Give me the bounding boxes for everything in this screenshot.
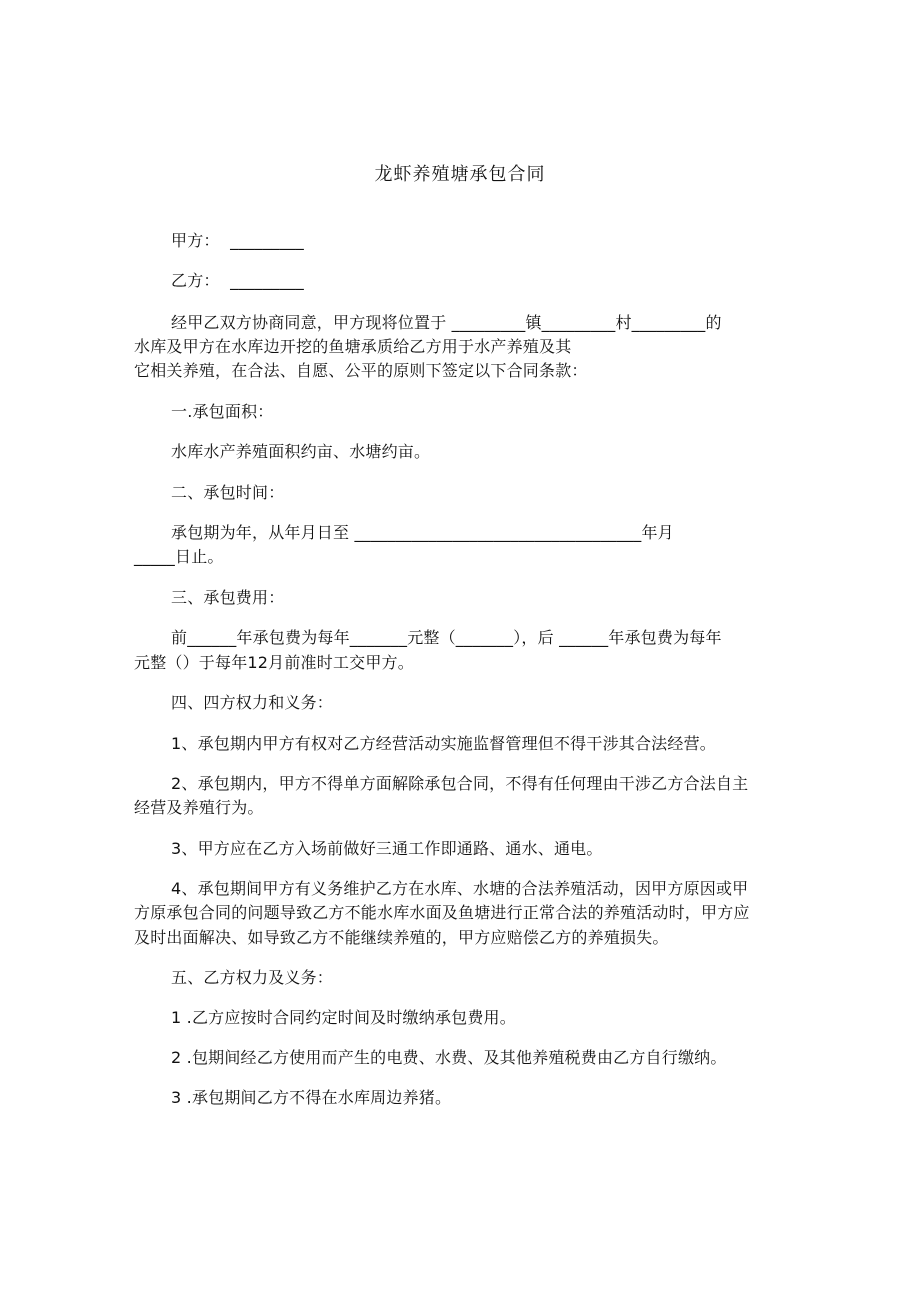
section-3-line-2: 元整（）于每年12月前准时工交甲方。	[134, 653, 414, 672]
section-3-line-1: 前______年承包费为每年_______元整（_______），后 ______年承包费为每年	[171, 628, 722, 647]
section-2-line-2: _____日止。	[134, 547, 224, 566]
section-4-item-1: 1、承包期内甲方有权对乙方经营活动实施监督管理但不得干涉其合法经营。	[171, 734, 716, 753]
section-5-item-3: 3 .承包期间乙方不得在水库周边养猪。	[171, 1088, 452, 1107]
section-2-line-1: 承包期为年，从年月日至 ___________________________________年月	[171, 523, 674, 542]
document-title: 龙虾养殖塘承包合同	[374, 164, 546, 185]
intro-line-3: 它相关养殖，在合法、自愿、公平的原则下签定以下合同条款：	[134, 361, 588, 380]
section-3-heading: 三、承包费用：	[171, 588, 285, 607]
section-4-item-4-line-1: 4、承包期间甲方有义务维护乙方在水库、水塘的合法养殖活动，因甲方原因或甲	[171, 879, 749, 898]
section-2-heading: 二、承包时间：	[171, 483, 285, 502]
intro-line-2: 水库及甲方在水库边开挖的鱼塘承质给乙方用于水产养殖及其	[134, 337, 572, 356]
section-1-heading: 一.承包面积：	[171, 402, 274, 421]
party-b-line: 乙方： _________	[171, 271, 304, 290]
section-1-body: 水库水产养殖面积约亩、水塘约亩。	[171, 442, 431, 461]
section-5-heading: 五、乙方权力及义务：	[171, 968, 334, 987]
section-5-item-1: 1 .乙方应按时合同约定时间及时缴纳承包费用。	[171, 1008, 516, 1027]
section-4-heading: 四、四方权力和义务：	[171, 693, 334, 712]
section-4-item-4-line-3: 及时出面解决、如导致乙方不能继续养殖的，甲方应赔偿乙方的养殖损失。	[134, 928, 669, 947]
party-a-line: 甲方： _________	[171, 231, 304, 250]
section-4-item-4-line-2: 方原承包合同的问题导致乙方不能水库水面及鱼塘进行正常合法的养殖活动时，甲方应	[134, 903, 750, 922]
section-4-item-3: 3、甲方应在乙方入场前做好三通工作即通路、通水、通电。	[171, 839, 603, 858]
intro-line-1: 经甲乙双方协商同意，甲方现将位置于 _________镇_________村_________的	[171, 313, 722, 332]
section-4-item-2-line-2: 经营及养殖行为。	[134, 798, 264, 817]
section-4-item-2-line-1: 2、承包期内，甲方不得单方面解除承包合同，不得有任何理由干涉乙方合法自主	[171, 774, 749, 793]
section-5-item-2: 2 .包期间经乙方使用而产生的电费、水费、及其他养殖税费由乙方自行缴纳。	[171, 1048, 727, 1067]
